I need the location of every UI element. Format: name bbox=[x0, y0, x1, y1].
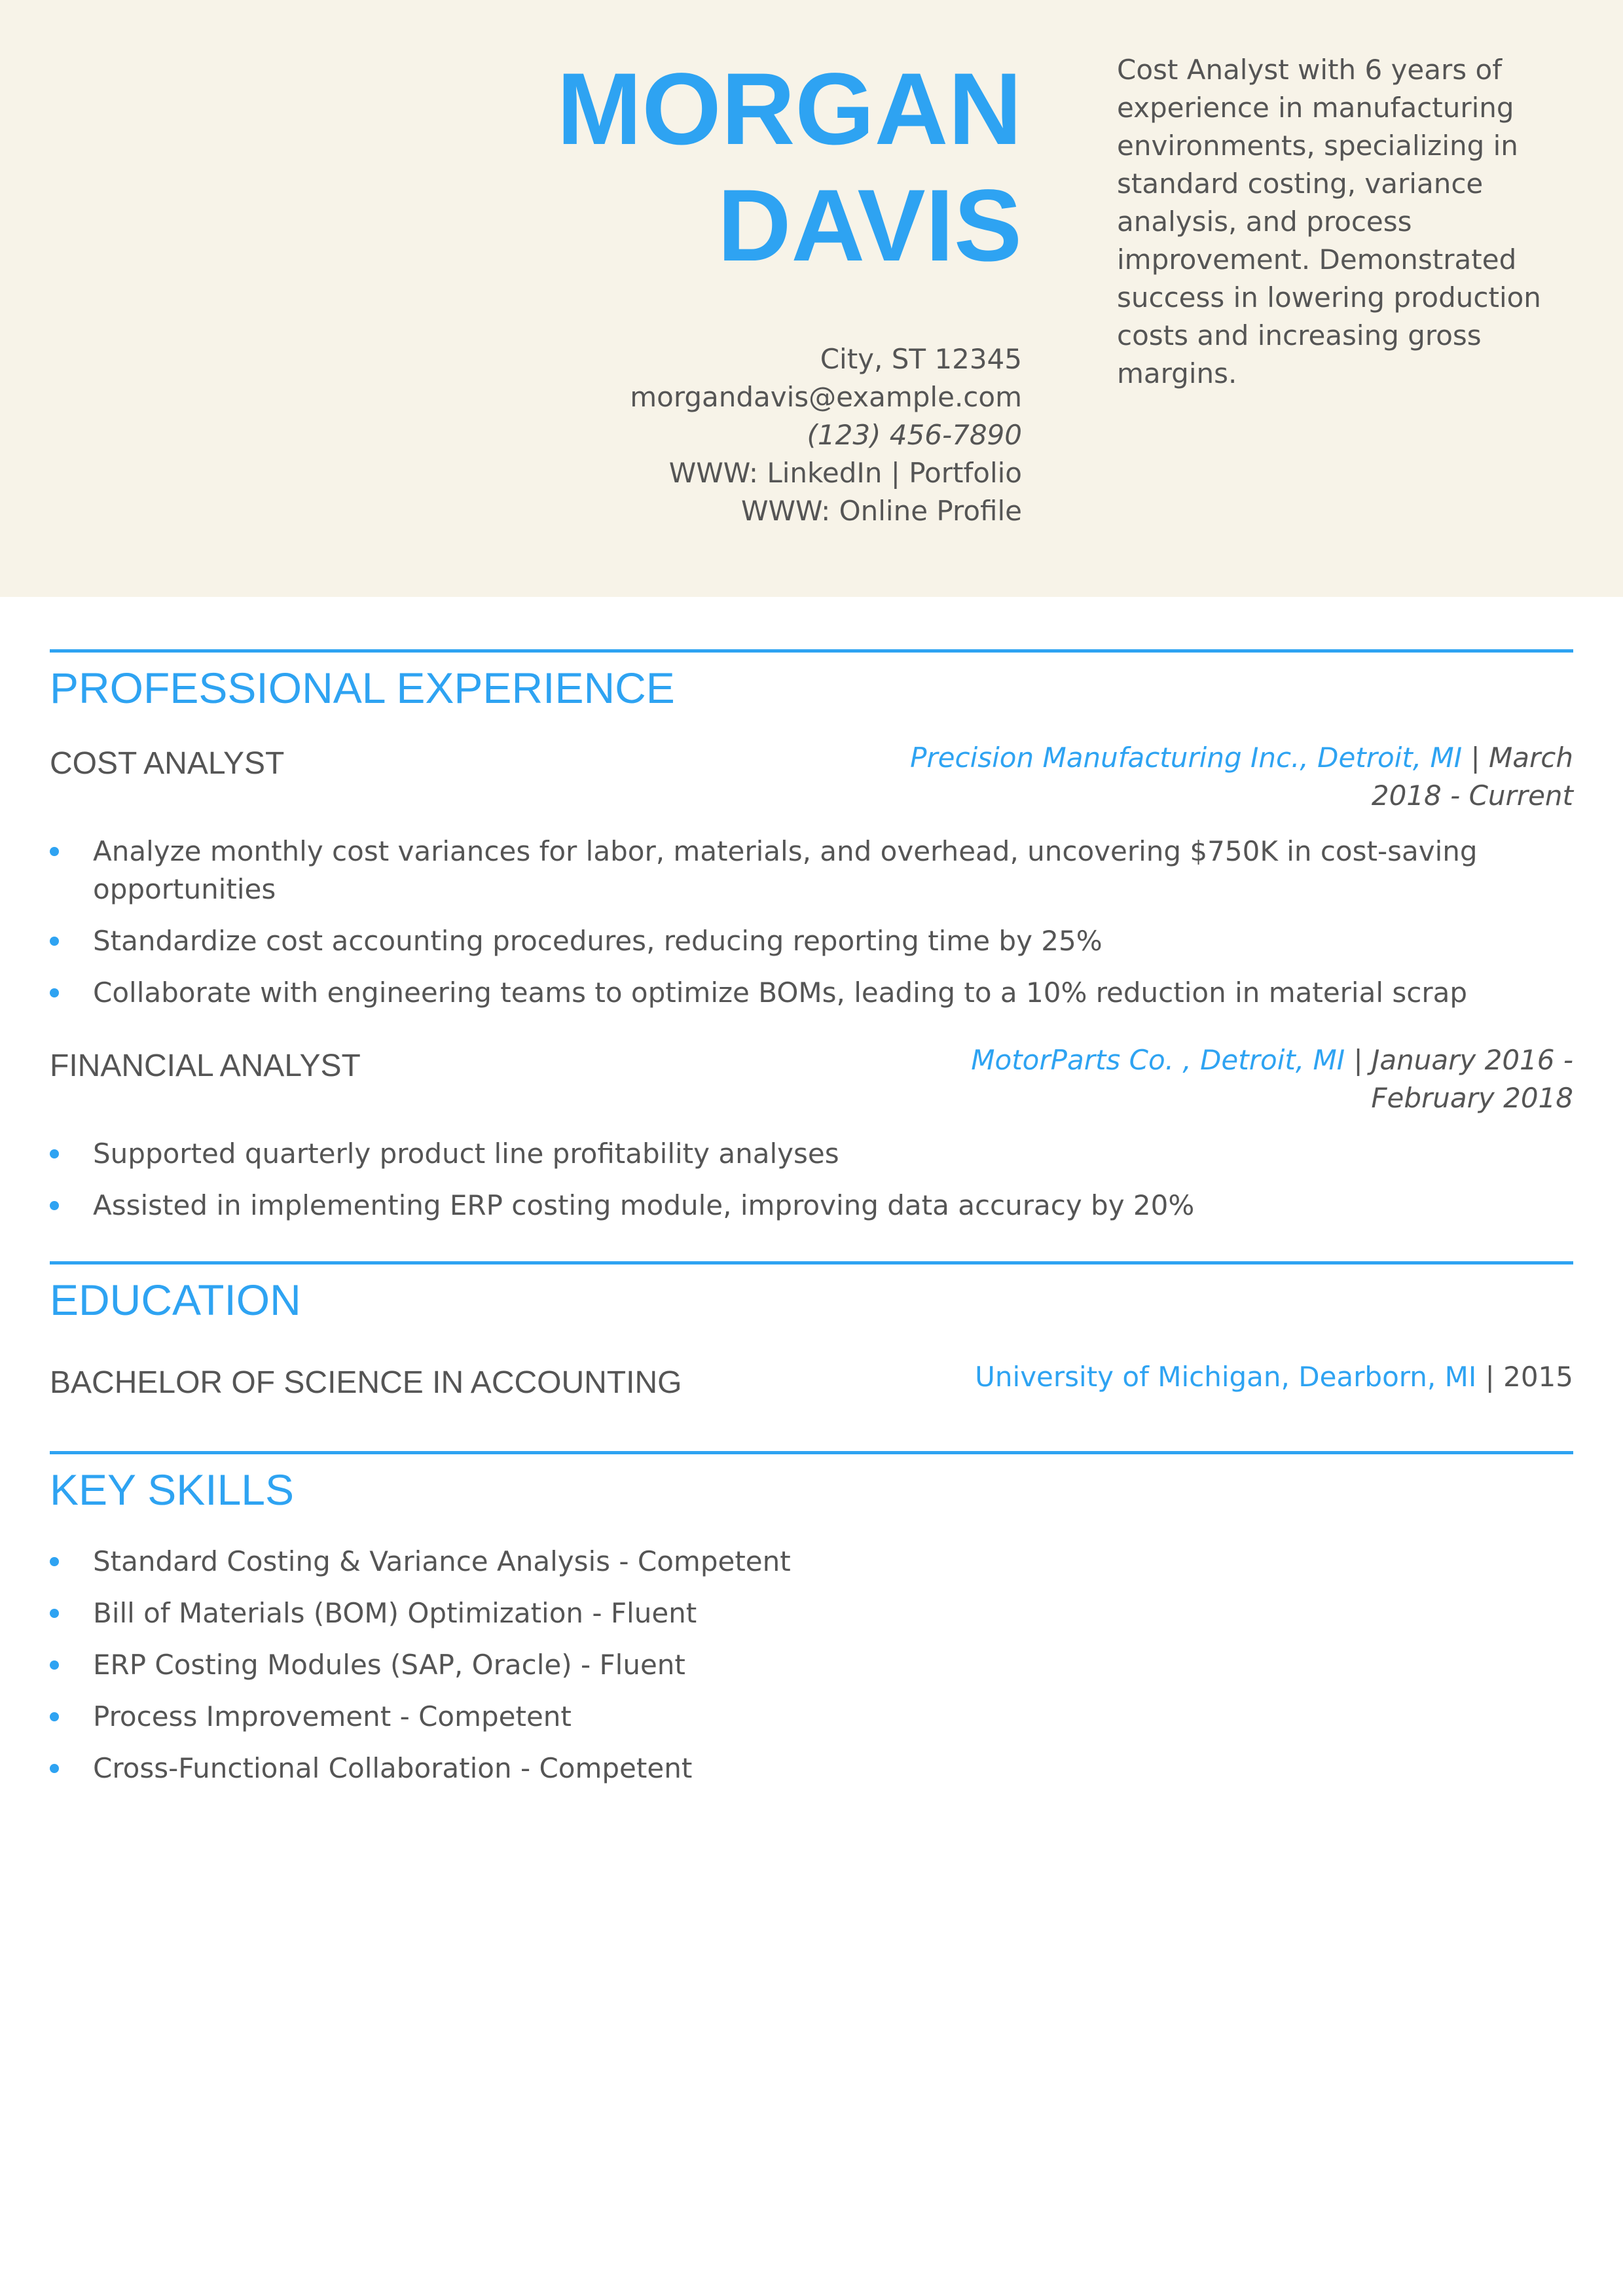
skill-text: Process Improvement - Competent bbox=[93, 1700, 572, 1732]
bullet-dot bbox=[50, 1712, 59, 1721]
experience-heading: PROFESSIONAL EXPERIENCE bbox=[50, 664, 675, 712]
list-item bbox=[50, 1543, 1573, 1581]
contact-phone: (123) 456-7890 bbox=[807, 419, 1022, 451]
section-divider bbox=[50, 1261, 1573, 1265]
contact-online-profile[interactable]: WWW: Online Profile bbox=[740, 495, 1022, 527]
education-meta bbox=[853, 1358, 1573, 1396]
list-item bbox=[50, 1594, 1573, 1632]
contact-email[interactable]: morgandavis@example.com bbox=[630, 381, 1022, 413]
skills-section bbox=[50, 1451, 1573, 1818]
section-divider bbox=[50, 1451, 1573, 1454]
job-bullets bbox=[50, 833, 1573, 1026]
skill-text: Standard Costing & Variance Analysis - Competent bbox=[93, 1545, 791, 1577]
bullet-dot bbox=[50, 847, 59, 856]
contact-block bbox=[367, 340, 1022, 530]
education-heading: EDUCATION bbox=[50, 1276, 301, 1324]
meta-separator: | bbox=[1476, 1361, 1504, 1393]
bullet-text: Assisted in implementing ERP costing module, improving data accuracy by 20% bbox=[93, 1189, 1195, 1221]
candidate-name bbox=[367, 51, 1022, 284]
list-item bbox=[50, 1749, 1573, 1787]
contact-location: City, ST 12345 bbox=[820, 343, 1022, 375]
bullet-dot bbox=[50, 1149, 59, 1158]
experience-section bbox=[50, 649, 1573, 1238]
list-item bbox=[50, 1646, 1573, 1684]
job-company: Precision Manufacturing Inc., Detroit, MI bbox=[910, 742, 1463, 774]
bullet-dot bbox=[50, 1609, 59, 1618]
skill-text: Cross-Functional Collaboration - Competent bbox=[93, 1752, 693, 1784]
meta-separator: | bbox=[1345, 1044, 1372, 1076]
contact-web-links[interactable]: WWW: LinkedIn | Portfolio bbox=[668, 457, 1022, 489]
list-item bbox=[50, 1135, 1573, 1173]
bullet-dot bbox=[50, 1764, 59, 1773]
skill-text: Bill of Materials (BOM) Optimization - Fluent bbox=[93, 1597, 697, 1629]
bullet-text: Supported quarterly product line profitability analyses bbox=[93, 1138, 839, 1170]
bullet-dot bbox=[50, 1660, 59, 1670]
list-item bbox=[50, 1187, 1573, 1225]
graduation-year: 2015 bbox=[1503, 1361, 1573, 1393]
bullet-dot bbox=[50, 1201, 59, 1210]
list-item bbox=[50, 1698, 1573, 1736]
list-item bbox=[50, 833, 1573, 908]
job-dates: March 2018 - Current bbox=[1371, 742, 1573, 812]
list-item bbox=[50, 922, 1573, 960]
bullet-dot bbox=[50, 937, 59, 946]
job-title: FINANCIAL ANALYST bbox=[50, 1049, 361, 1083]
skills-list bbox=[50, 1543, 1573, 1801]
bullet-text: Standardize cost accounting procedures, reducing reporting time by 25% bbox=[93, 925, 1103, 957]
school-name: University of Michigan, Dearborn, MI bbox=[975, 1361, 1477, 1393]
skills-heading: KEY SKILLS bbox=[50, 1465, 295, 1514]
professional-summary: Cost Analyst with 6 years of experience in manufacturing environments, specializing in standard costing, variance analysis, and process improvement. Demonstrated success in lowering production costs and increasing gross margins. bbox=[1117, 54, 1541, 389]
bullet-dot bbox=[50, 1557, 59, 1566]
bullet-text: Analyze monthly cost variances for labor, materials, and overhead, uncovering $750K in cost-saving opportunities bbox=[93, 835, 1478, 905]
job-title: COST ANALYST bbox=[50, 746, 285, 781]
education-section bbox=[50, 1261, 1573, 1400]
job-company: MotorParts Co. , Detroit, MI bbox=[971, 1044, 1345, 1076]
section-divider bbox=[50, 649, 1573, 653]
degree-title: BACHELOR OF SCIENCE IN ACCOUNTING bbox=[50, 1365, 682, 1400]
job-dates: January 2016 - February 2018 bbox=[1371, 1044, 1573, 1114]
bullet-dot bbox=[50, 988, 59, 997]
name-first: MORGAN bbox=[556, 52, 1022, 166]
list-item bbox=[50, 974, 1573, 1012]
skill-text: ERP Costing Modules (SAP, Oracle) - Fluent bbox=[93, 1649, 685, 1681]
name-last: DAVIS bbox=[717, 169, 1022, 283]
meta-separator: | bbox=[1462, 742, 1489, 774]
job-meta bbox=[853, 1041, 1573, 1117]
header-band bbox=[0, 0, 1623, 597]
job-meta bbox=[853, 739, 1573, 815]
bullet-text: Collaborate with engineering teams to optimize BOMs, leading to a 10% reduction in material scrap bbox=[93, 977, 1467, 1009]
job-bullets bbox=[50, 1135, 1573, 1238]
